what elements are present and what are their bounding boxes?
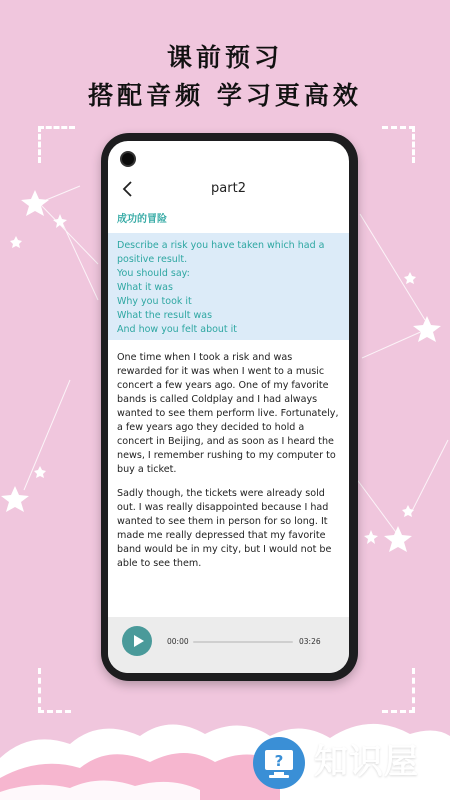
answer-line: concert in Beijing, and as soon as I heard the	[117, 436, 334, 447]
phone-screen	[108, 141, 349, 673]
star-icon	[1, 486, 29, 512]
help-monitor-icon	[252, 736, 306, 790]
headline-line2: 搭配音频 学习更高效	[88, 81, 362, 110]
watermark-url: zhishiwu.com	[324, 780, 431, 796]
answer-line: band would be in my city, but I would not be	[117, 544, 332, 555]
answer-line: One time when I took a risk and was	[117, 352, 293, 363]
cue-card-line: What it was	[117, 282, 173, 293]
cue-card-line: What the result was	[117, 310, 213, 321]
cue-card-line: You should say:	[117, 268, 190, 279]
headline-line1: 课前预习	[166, 43, 283, 72]
front-camera	[122, 153, 134, 165]
answer-line: bands is called Coldplay and I had always	[117, 394, 318, 405]
answer-line: wanted to see them in person for so long. It	[117, 516, 328, 527]
watermark-registered: ®	[430, 738, 440, 749]
cue-card-line: positive result.	[117, 254, 188, 265]
topic-title: 成功的冒险	[117, 214, 167, 225]
watermark-brand: 知识屋	[314, 742, 419, 782]
cue-card-line: And how you felt about it	[117, 324, 238, 335]
answer-line: a few years ago they decided to hold a	[117, 422, 305, 433]
total-time: 03:26	[299, 637, 321, 646]
star-icon	[34, 466, 46, 478]
answer-line: buy a ticket.	[117, 464, 177, 475]
star-icon	[10, 236, 22, 248]
star-icon	[53, 214, 67, 228]
watermark-logo	[252, 736, 450, 800]
current-time: 00:00	[167, 637, 189, 646]
answer-line: Sadly though, the tickets were already sold	[117, 488, 325, 499]
corner-bracket-top-right	[382, 126, 415, 163]
page-title: part2	[211, 181, 246, 196]
audio-player	[108, 617, 349, 673]
answer-line: wanted to see them perform live. Fortunately,	[117, 408, 339, 419]
cue-card-line: Why you took it	[117, 296, 192, 307]
answer-line: rewarded for it was when I went to a music	[117, 366, 325, 377]
star-icon	[384, 526, 412, 552]
play-icon	[122, 626, 152, 656]
progress-slider[interactable]	[193, 641, 293, 643]
star-icon	[21, 190, 49, 216]
nav-bar	[108, 175, 349, 203]
answer-line: concert a few years ago. One of my favorite	[117, 380, 329, 391]
corner-bracket-top-left	[38, 126, 75, 163]
answer-line: made me really depressed that my favorite	[117, 530, 326, 541]
star-icon	[402, 505, 414, 517]
answer-line: news, I remember rushing to my computer to	[117, 450, 336, 461]
svg-text:?: ?	[274, 752, 284, 770]
star-icon	[364, 530, 378, 544]
answer-line: able to see them.	[117, 558, 202, 569]
answer-line: out. I was really disappointed because I had	[117, 502, 329, 513]
cue-card	[108, 233, 349, 340]
star-icon	[413, 316, 441, 342]
play-button[interactable]	[122, 626, 152, 656]
star-icon	[404, 272, 416, 284]
cue-card-line: Describe a risk you have taken which had a	[117, 240, 325, 251]
